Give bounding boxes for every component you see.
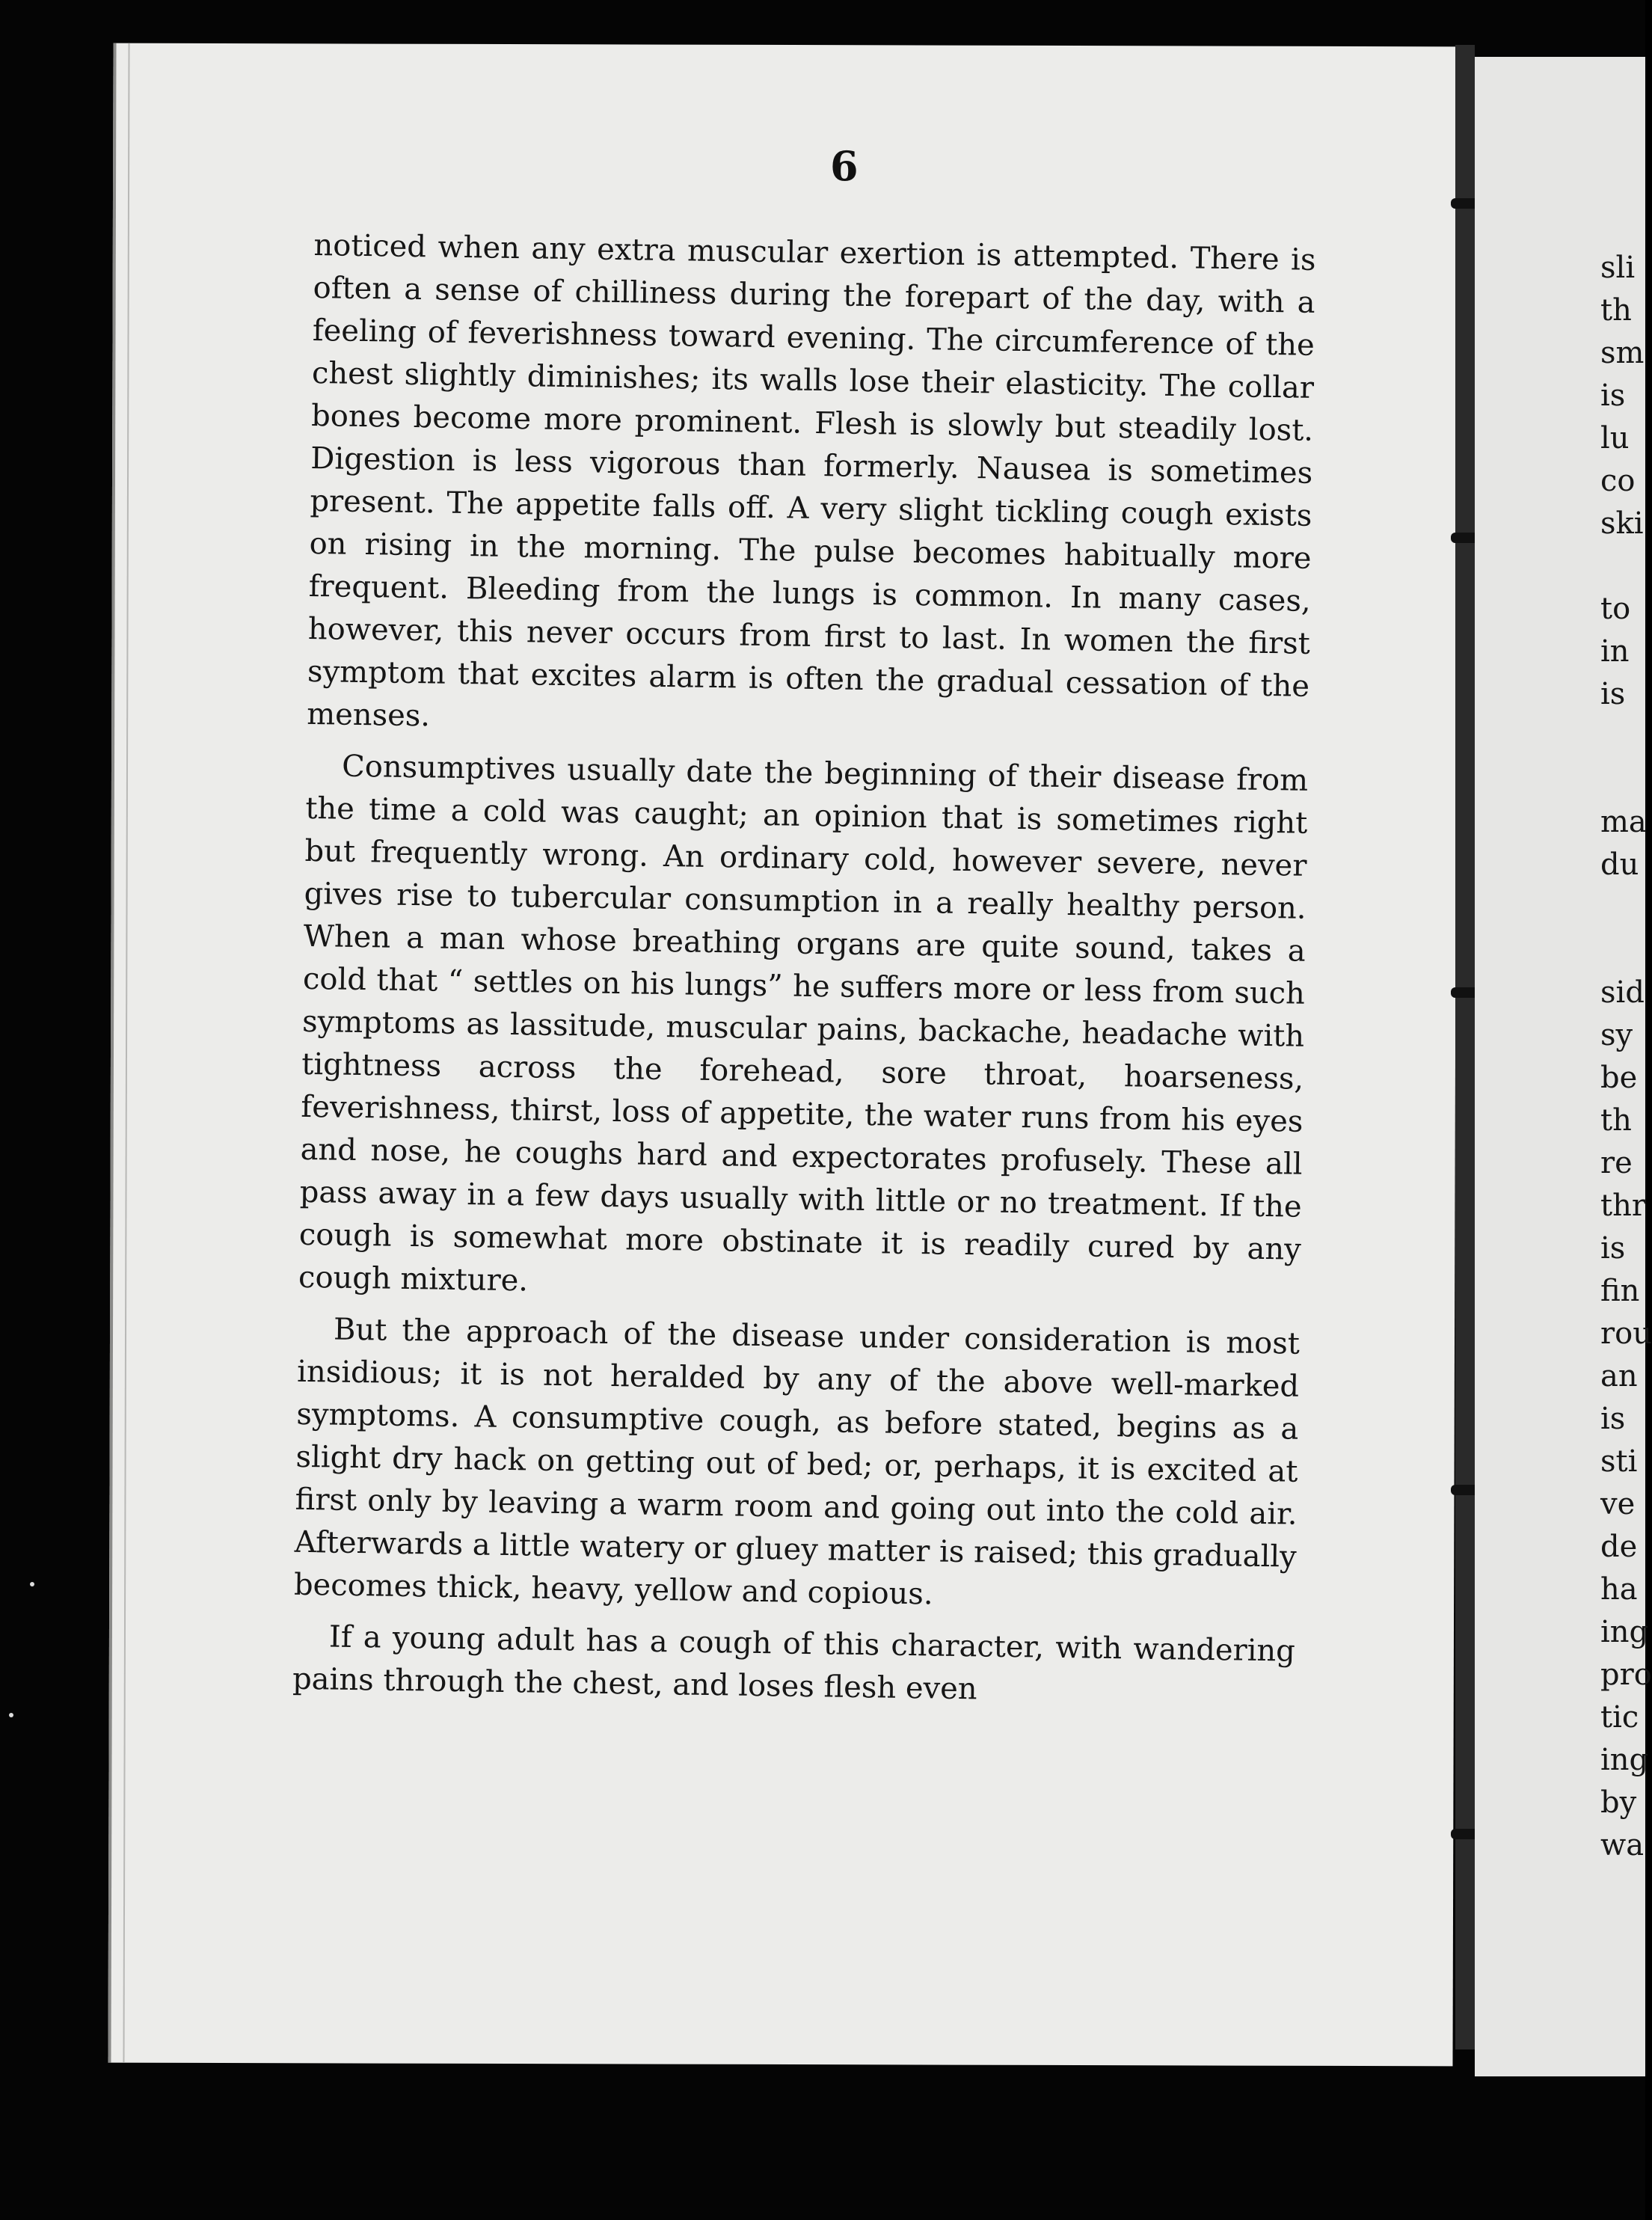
fragment-line: is — [1600, 677, 1626, 711]
fragment-line: thr — [1600, 1189, 1646, 1223]
fragment-line: by — [1600, 1785, 1637, 1820]
fragment-line: th — [1600, 1103, 1632, 1138]
paragraph: Consumptives usually date the beginning of their disease from the time a cold was caught; an opinion that is sometimes right but frequently wrong. An ordinary cold, however severe, never gives rise to tubercular consumption in a really healthy person. When a man whose breathing organs are quite sound, takes a cold that “ settles on his lungs” he suffers more or less from such symptoms as lassitude, muscular pains, backache, headache with tightness across the forehead, sore throat, hoarseness, feverishness, thirst, loss of appetite, the water runs from his eyes and nose, he coughs hard and expectorates profusely. These all pass away in a few days usually with little or no treatment. If the cough is somewhat more obstinate it is readily cured by any cough mixture. — [298, 749, 1309, 1298]
fragment-line: sli — [1600, 251, 1636, 285]
fragment-line: re — [1600, 1146, 1633, 1180]
fragment-line: ma — [1600, 805, 1647, 839]
fragment-line: is — [1600, 378, 1626, 413]
facing-page-text-fragments — [1600, 247, 1652, 1867]
fragment-line — [1600, 716, 1645, 758]
fragment-line: in — [1600, 634, 1630, 669]
fragment-line: rou — [1600, 1316, 1652, 1351]
fragment-line: sid — [1600, 975, 1645, 1010]
fragment-line — [1600, 929, 1645, 972]
fragment-line: ing — [1600, 1615, 1649, 1649]
fragment-line: co — [1600, 464, 1636, 498]
fragment-line: ve — [1600, 1487, 1636, 1521]
fragment-line: ing — [1600, 1743, 1649, 1777]
fragment-line: sy — [1600, 1018, 1633, 1052]
paragraph: But the approach of the disease under consideration is most insidious; it is not heralded by any of the above well-marked symptoms. A consumptive cough, as before stated, begins as a slight dry hack on getting out of bed; or, perhaps, it is excited at first only by leaving a warm room and going out into the cold air. Afterwards a little watery or gluey matter is raised; this gradually becomes thick, heavy, yellow and copious. — [293, 1312, 1301, 1612]
fragment-line: an — [1600, 1359, 1638, 1393]
body-text — [292, 224, 1316, 1725]
fragment-line: fin — [1600, 1274, 1640, 1308]
paragraph: noticed when any extra muscular exertion is attempted. There is often a sense of chilliness during the forepart of the day, with a feeling of feverishness toward evening. The circumference of the chest slightly diminishes; its walls lose their elasticity. The collar bones become more prominent. Flesh is slowly but steadily lost. Digestion is less vigorous than formerly. Nausea is sometimes present. The appetite falls off. A very slight tickling cough exists on rising in the morning. The pulse becomes habitually more frequent. Bleeding from the lungs is common. In many cases, however, this never occurs from first to last. In women the first symptom that excites alarm is often the gradual cessation of the menses. — [306, 227, 1316, 734]
fragment-line: sti — [1600, 1444, 1638, 1479]
fragment-line: to — [1600, 592, 1631, 626]
fragment-line: be — [1600, 1061, 1638, 1095]
fragment-line: wa — [1600, 1828, 1645, 1862]
page-number: 6 — [830, 142, 859, 190]
fragment-line: tic — [1600, 1700, 1639, 1735]
fragment-line: de — [1600, 1530, 1638, 1564]
fragment-line: sm — [1600, 336, 1645, 370]
fragment-line: th — [1600, 293, 1632, 328]
book-gutter — [1455, 45, 1475, 2049]
fragment-line: du — [1600, 847, 1639, 882]
fragment-line: ski — [1600, 506, 1644, 541]
fragment-line — [1600, 545, 1645, 588]
fragment-line: is — [1600, 1402, 1626, 1436]
fragment-line: ha — [1600, 1572, 1638, 1607]
fragment-line: is — [1600, 1231, 1626, 1266]
scan-speck — [30, 1582, 34, 1586]
paragraph: If a young adult has a cough of this character, with wandering pains through the chest, and loses flesh even — [292, 1619, 1296, 1707]
fragment-line — [1600, 758, 1645, 801]
scan-speck — [9, 1713, 13, 1717]
fragment-line — [1600, 886, 1645, 929]
fragment-line: lu — [1600, 421, 1630, 456]
fragment-line: pro — [1600, 1658, 1652, 1692]
